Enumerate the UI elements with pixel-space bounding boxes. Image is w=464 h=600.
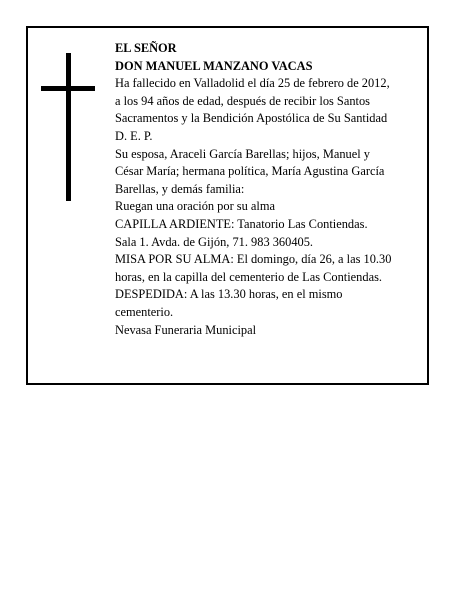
notice-body-line: DESPEDIDA: A las 13.30 horas, en el mismo: [115, 287, 343, 302]
notice-body-line: Sacramentos y la Bendición Apostólica de Su Santidad: [115, 111, 388, 126]
notice-text: [115, 40, 421, 339]
latin-cross-icon: [41, 53, 95, 201]
notice-body-line: César María; hermana política, María Agustina García: [115, 164, 385, 179]
notice-body-line: Barellas, y demás familia:: [115, 181, 245, 196]
notice-body-line: MISA POR SU ALMA: El domingo, día 26, a las 10.30: [115, 252, 392, 267]
notice-body-line: horas, en la capilla del cementerio de Las Contiendas.: [115, 269, 382, 284]
cross-horizontal-bar: [41, 86, 95, 91]
obituary-notice: [26, 26, 429, 385]
deceased-name: DON MANUEL MANZANO VACAS: [115, 58, 313, 73]
notice-body-line: Ruegan una oración por su alma: [115, 199, 275, 214]
notice-body-line: CAPILLA ARDIENTE: Tanatorio Las Contiendas.: [115, 216, 368, 231]
notice-body-line: cementerio.: [115, 304, 174, 319]
notice-body-line: Ha fallecido en Valladolid el día 25 de febrero de 2012,: [115, 76, 390, 91]
cross-vertical-bar: [66, 53, 71, 201]
notice-heading-line: EL SEÑOR: [115, 41, 177, 55]
notice-body-line: a los 94 años de edad, después de recibir los Santos: [115, 93, 370, 108]
funeral-home-name: Nevasa Funeraria Municipal: [115, 322, 257, 337]
notice-body-line: Su esposa, Araceli García Barellas; hijos, Manuel y: [115, 146, 370, 161]
notice-body-line: D. E. P.: [115, 128, 153, 143]
notice-body-line: Sala 1. Avda. de Gijón, 71. 983 360405.: [115, 234, 314, 249]
